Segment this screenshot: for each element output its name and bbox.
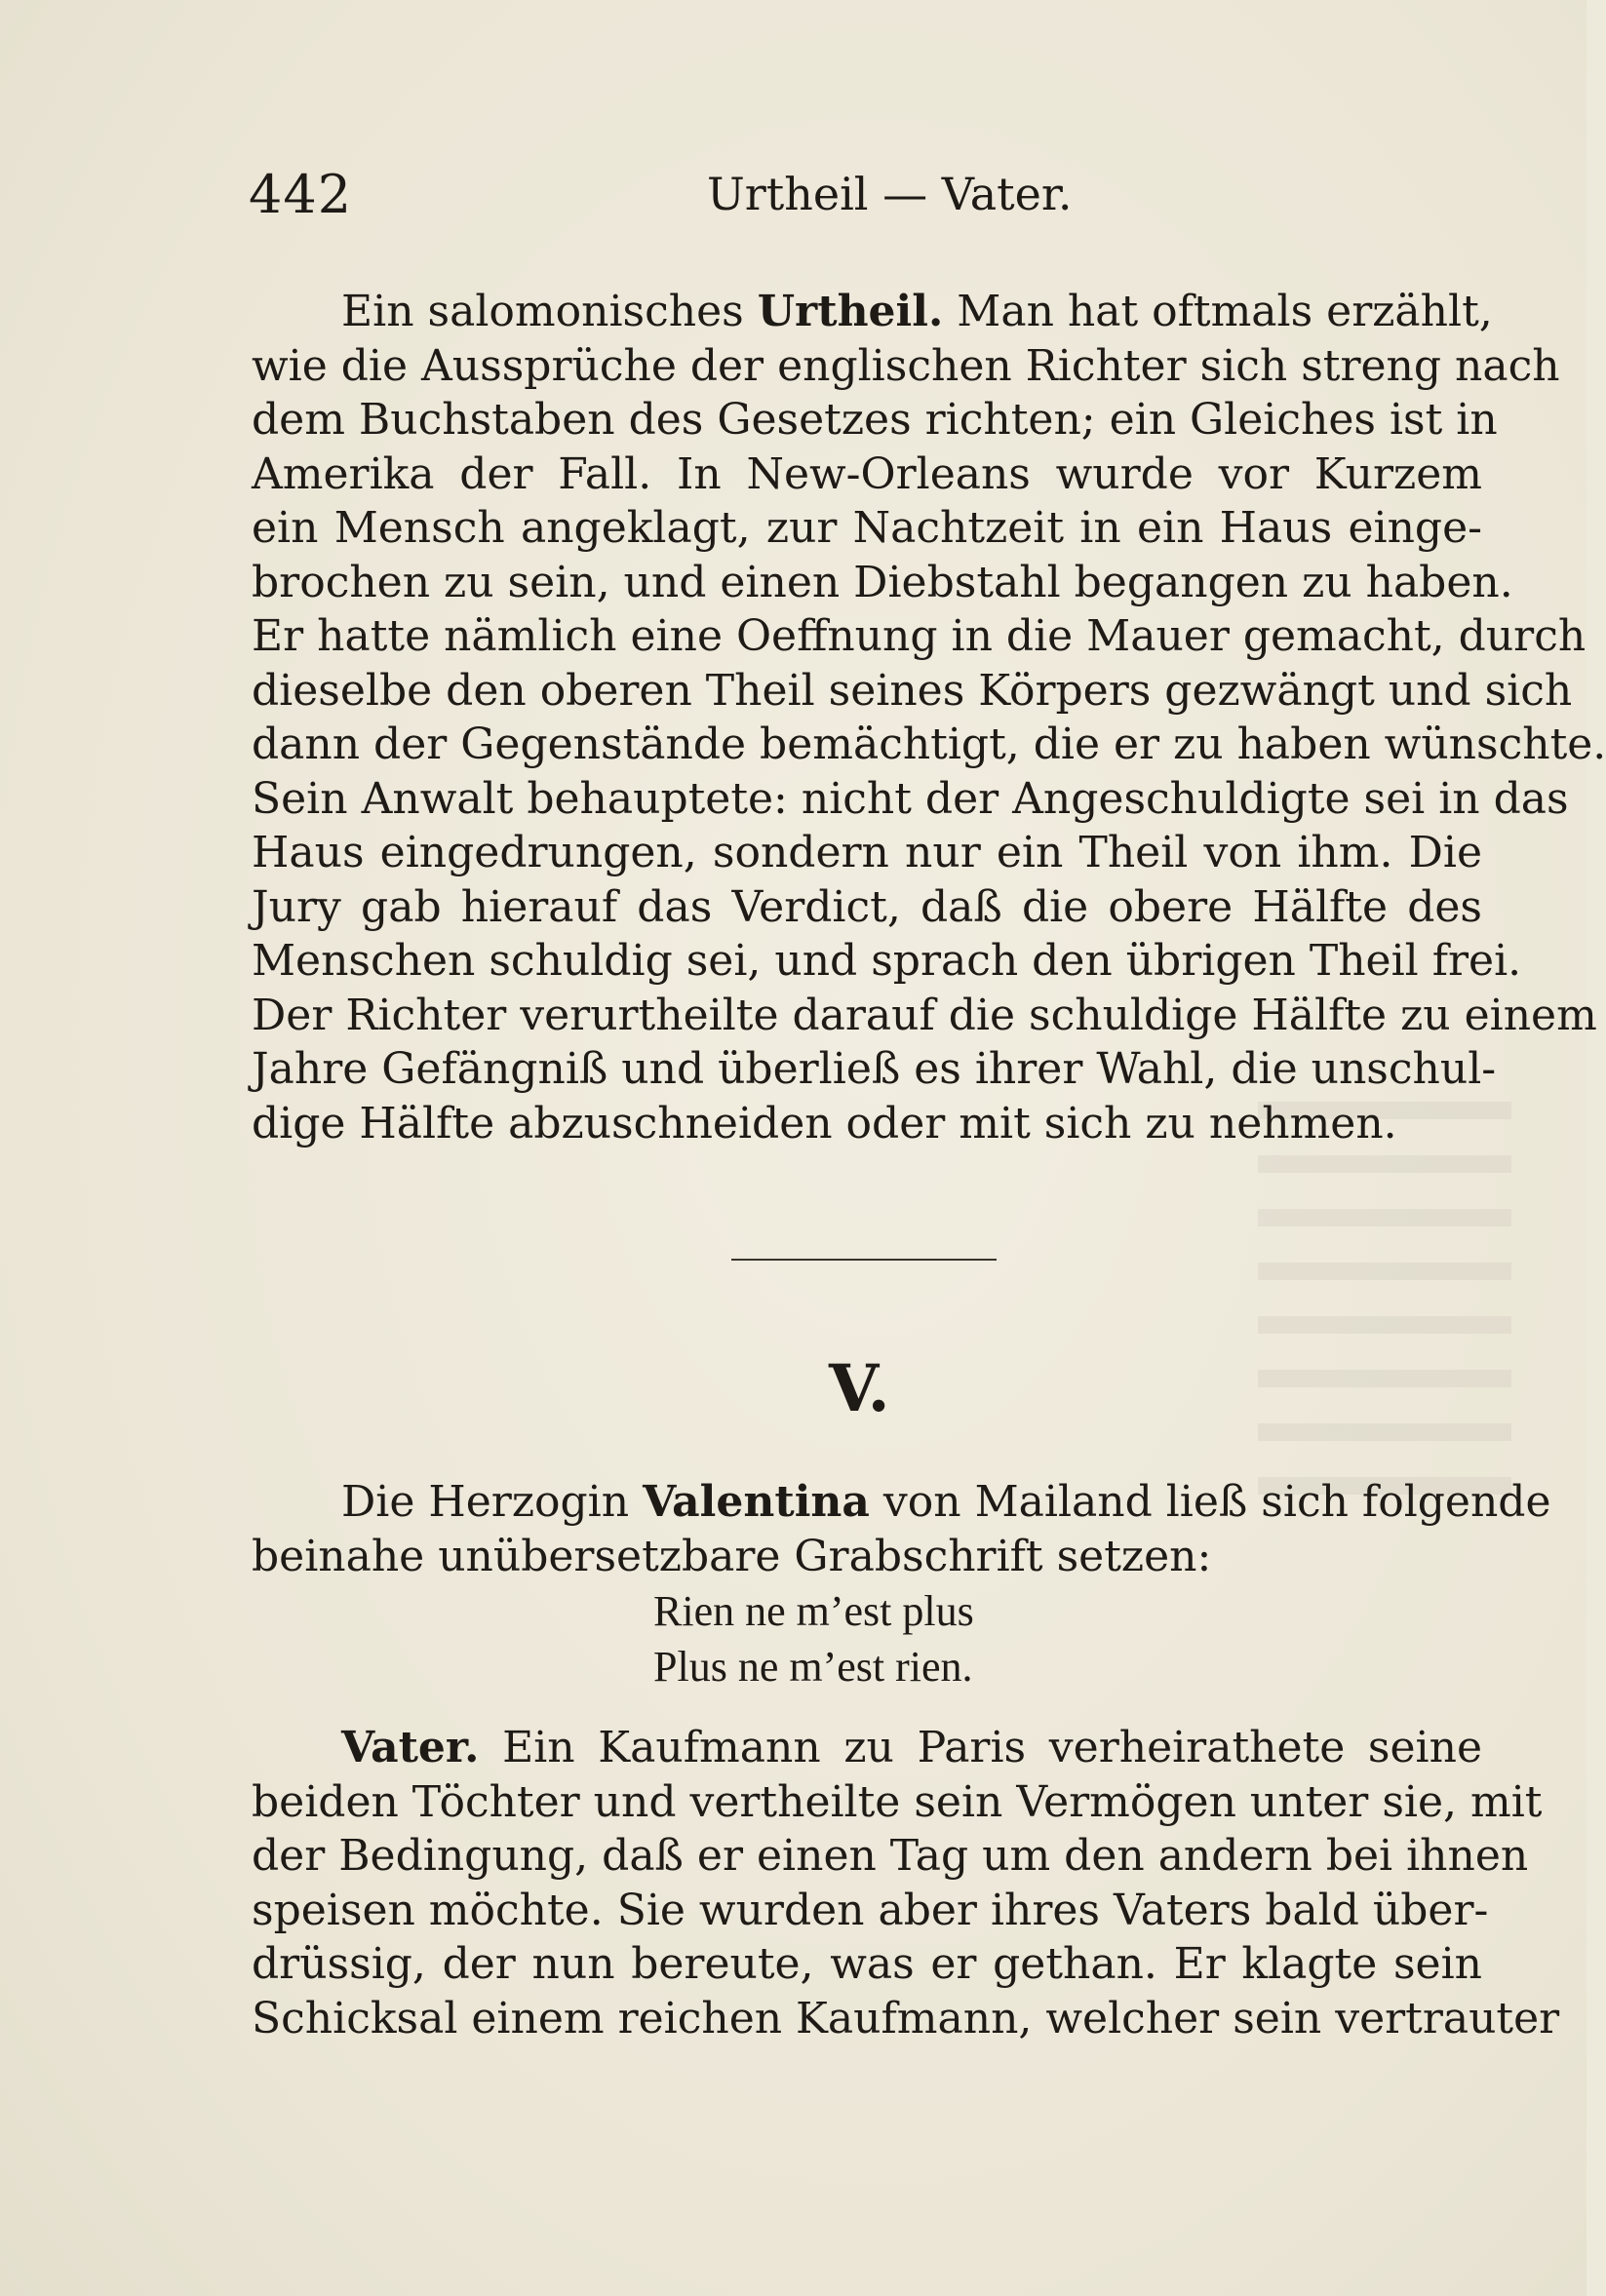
text-line: Sein Anwalt behauptete: nicht der Angeschuldigte sei in das — [252, 773, 1569, 824]
entry-heading: Urtheil. — [757, 287, 944, 336]
text-span: Ein Kaufmann zu Paris verheirathete seine — [479, 1723, 1482, 1772]
text-line: wie die Aussprüche der englischen Richter sich streng nach — [252, 340, 1560, 391]
text-line: ein Mensch angeklagt, zur Nachtzeit in ein Haus einge- — [252, 503, 1482, 553]
text-line: Jahre Gefängniß und überließ es ihrer Wahl, die unschul- — [252, 1044, 1497, 1094]
text-line: Der Richter verurtheilte darauf die schuldige Hälfte zu einem — [252, 990, 1597, 1040]
text-line: speisen möchte. Sie wurden aber ihres Vaters bald über- — [252, 1885, 1489, 1935]
text-line: Menschen schuldig sei, und sprach den übrigen Theil frei. — [252, 936, 1522, 986]
paragraph-vater — [252, 1721, 1560, 2045]
show-through-texture — [1258, 1102, 1511, 1511]
text-line: Er hatte nämlich eine Oeffnung in die Mauer gemacht, durch — [252, 611, 1586, 661]
text-line — [252, 285, 1493, 339]
text-line: dem Buchstaben des Gesetzes richten; ein Gleiches ist in — [252, 395, 1498, 445]
paragraph-valentina — [252, 1475, 1551, 1583]
paragraph-urtheil — [252, 285, 1606, 1150]
text-line: der Bedingung, daß er einen Tag um den andern bei ihnen — [252, 1831, 1529, 1881]
text-line: Amerika der Fall. In New-Orleans wurde vor Kurzem — [252, 448, 1482, 499]
text-span: Die Herzogin — [341, 1477, 644, 1527]
text-line: dieselbe den oberen Theil seines Körpers gezwängt und sich — [252, 665, 1573, 716]
text-line: beiden Töchter und vertheilte sein Vermögen unter sie, mit — [252, 1776, 1543, 1827]
text-line: drüssig, der nun bereute, was er gethan. Er klagte sein — [252, 1939, 1482, 1989]
text-span: Man hat oftmals erzählt, — [943, 287, 1493, 336]
text-line: brochen zu sein, und einen Diebstahl begangen zu haben. — [252, 557, 1513, 607]
text-span: Ein salomonisches — [341, 287, 758, 336]
text-line: beinahe unübersetzbare Grabschrift setzen: — [252, 1531, 1212, 1581]
section-letter: V. — [829, 1350, 890, 1426]
section-divider — [731, 1259, 997, 1261]
text-span: von Mailand ließ sich folgende — [869, 1477, 1551, 1527]
epitaph-line-2: Plus ne m’est rien. — [653, 1643, 973, 1691]
page-number: 442 — [249, 164, 353, 225]
text-line: Schicksal einem reichen Kaufmann, welcher sein vertrauter — [252, 1993, 1560, 2043]
text-line — [252, 1721, 1482, 1775]
text-line: Jury gab hierauf das Verdict, daß die obere Hälfte des — [252, 881, 1482, 932]
text-line — [252, 1475, 1551, 1530]
running-head: Urtheil — Vater. — [707, 168, 1073, 220]
name-emphasis: Valentina — [643, 1477, 870, 1527]
text-line: dann der Gegenstände bemächtigt, die er zu haben wünschte. — [252, 720, 1606, 769]
text-line: dige Hälfte abzuschneiden oder mit sich zu nehmen. — [252, 1098, 1397, 1148]
epitaph-line-1: Rien ne m’est plus — [653, 1587, 974, 1635]
page-header — [249, 164, 1477, 232]
text-line: Haus eingedrungen, sondern nur ein Theil von ihm. Die — [252, 828, 1482, 877]
entry-heading: Vater. — [341, 1723, 480, 1772]
